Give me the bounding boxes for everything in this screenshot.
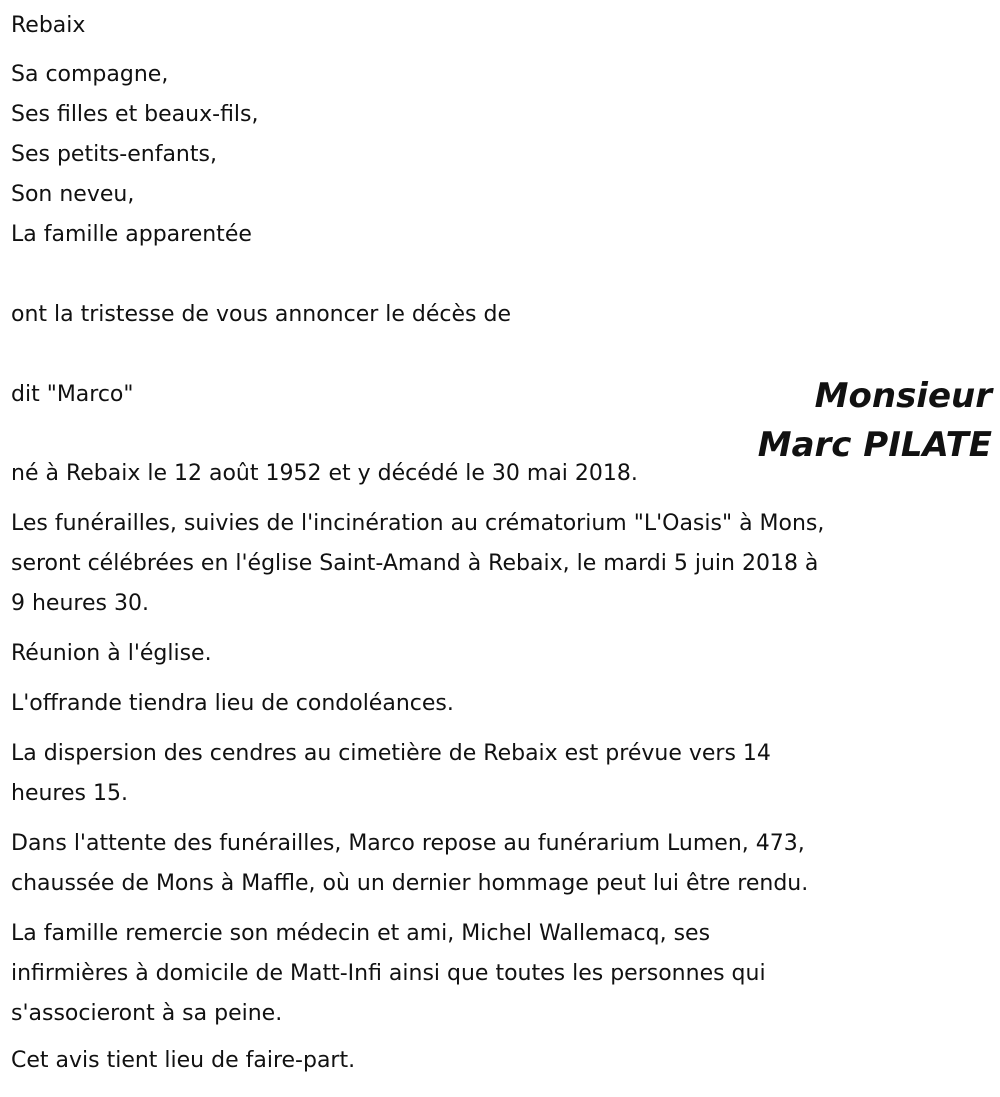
birth-death-text: né à Rebaix le 12 août 1952 et y décédé le 30 mai 2018. [11, 461, 638, 486]
nickname-text: dit "Marco" [11, 382, 134, 407]
family-line-relatives: La famille apparentée [11, 222, 252, 247]
closing-text: Cet avis tient lieu de faire-part. [11, 1048, 356, 1073]
funeral-line-1: Les funérailles, suivies de l'incinération au crématorium "L'Oasis" à Mons, [11, 511, 825, 536]
offering-text: L'offrande tiendra lieu de condoléances. [11, 691, 454, 716]
family-line-grandchildren: Ses petits-enfants, [11, 142, 217, 167]
funeral-line-3: 9 heures 30. [11, 591, 149, 616]
family-line-nephew: Son neveu, [11, 182, 135, 207]
thanks-line-1: La famille remercie son médecin et ami, Michel Wallemacq, ses [11, 921, 711, 946]
announcement-text: ont la tristesse de vous annoncer le décès de [11, 302, 512, 327]
repose-line-1: Dans l'attente des funérailles, Marco repose au funérarium Lumen, 473, [11, 831, 805, 856]
family-line-daughters: Ses filles et beaux-fils, [11, 102, 259, 127]
ashes-line-2: heures 15. [11, 781, 128, 806]
funeral-line-2: seront célébrées en l'église Saint-Amand à Rebaix, le mardi 5 juin 2018 à [11, 551, 819, 576]
ashes-line-1: La dispersion des cendres au cimetière de Rebaix est prévue vers 14 [11, 741, 771, 766]
town-heading: Rebaix [11, 13, 86, 38]
thanks-line-2: infirmières à domicile de Matt-Infi ainsi que toutes les personnes qui [11, 961, 766, 986]
family-line-partner: Sa compagne, [11, 62, 169, 87]
meeting-text: Réunion à l'église. [11, 641, 212, 666]
deceased-name: Marc PILATE [757, 425, 992, 465]
repose-line-2: chaussée de Mons à Maffle, où un dernier hommage peut lui être rendu. [11, 871, 809, 896]
thanks-line-3: s'associeront à sa peine. [11, 1001, 283, 1026]
deceased-title: Monsieur [814, 376, 992, 416]
